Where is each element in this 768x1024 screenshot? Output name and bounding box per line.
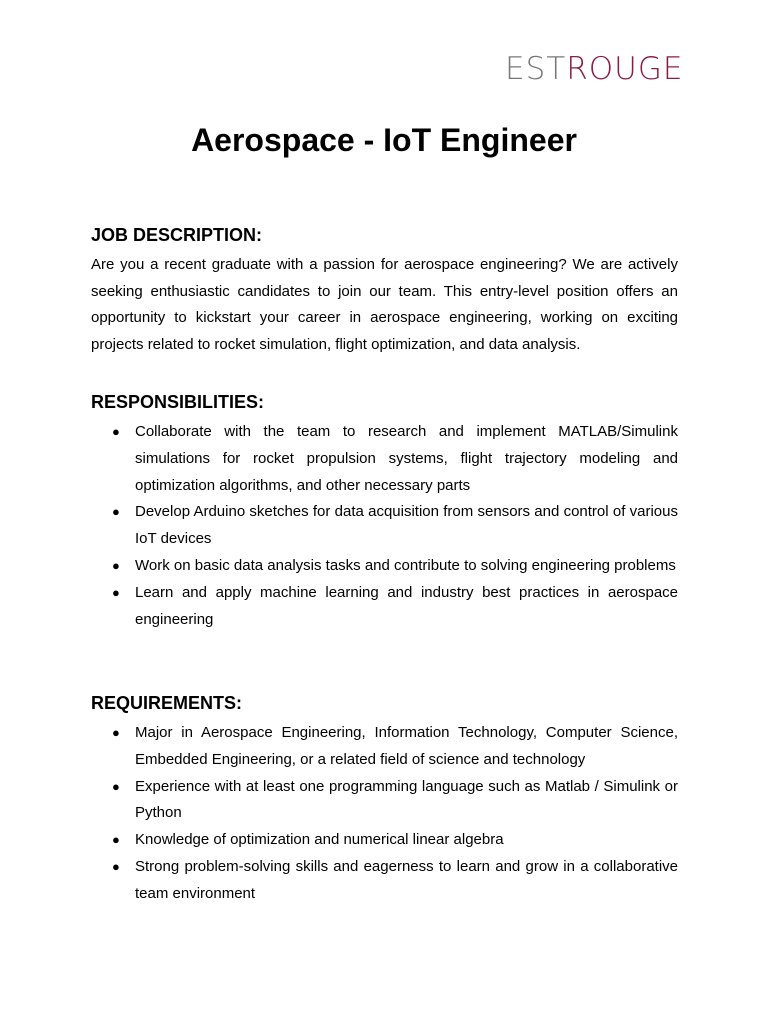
responsibility-text: Work on basic data analysis tasks and contribute to solving engineering problems [135,556,676,574]
requirement-text: Major in Aerospace Engineering, Information Technology, Computer Science, Embedded Engineering, or a related field of science and technology [135,724,678,768]
bullet-icon: ● [112,778,120,794]
bullet-icon: ● [112,832,120,848]
responsibilities-list [91,419,678,633]
estrouge-logo [505,52,683,86]
responsibility-item [91,553,678,580]
responsibility-item [91,419,678,499]
responsibility-item [91,499,678,553]
bullet-icon: ● [112,504,120,520]
requirement-text: Strong problem-solving skills and eagerness to learn and grow in a collaborative team environment [135,857,678,902]
job-description-text: Are you a recent graduate with a passion for aerospace engineering? We are actively seeking enthusiastic candidates to join our team. This entry-level position offers an opportunity to kickstart your career in aerospace engineering, working on exciting projects related to rocket simulation, flight optimization, and data analysis. [91,256,678,354]
bullet-icon: ● [112,725,120,740]
bullet-icon: ● [112,424,120,439]
requirement-item [91,720,678,774]
bullet-icon: ● [112,858,120,874]
bullet-icon: ● [112,584,120,600]
logo-est-text: EST [505,51,567,87]
responsibility-text: Collaborate with the team to research and implement MATLAB/Simulink simulations for rocket propulsion systems, flight trajectory modeling and optimization algorithms, and other necessary parts [135,423,678,494]
requirements-list [91,720,678,908]
logo-rouge-text: ROUGE [566,51,684,87]
requirement-item [91,854,678,908]
job-description-heading: JOB DESCRIPTION: [91,225,263,245]
responsibility-item [91,580,678,634]
responsibilities-heading: RESPONSIBILITIES: [91,392,265,412]
requirement-item [91,774,678,828]
requirements-heading: REQUIREMENTS: [91,693,243,713]
page-title: Aerospace - IoT Engineer [191,122,577,158]
bullet-icon: ● [112,557,120,573]
requirement-text: Experience with at least one programming language such as Matlab / Simulink or Python [135,777,678,822]
responsibility-text: Learn and apply machine learning and industry best practices in aerospace engineering [135,583,678,628]
requirement-item [91,827,678,854]
requirement-text: Knowledge of optimization and numerical linear algebra [135,831,504,849]
responsibility-text: Develop Arduino sketches for data acquisition from sensors and control of various IoT devices [135,503,678,548]
